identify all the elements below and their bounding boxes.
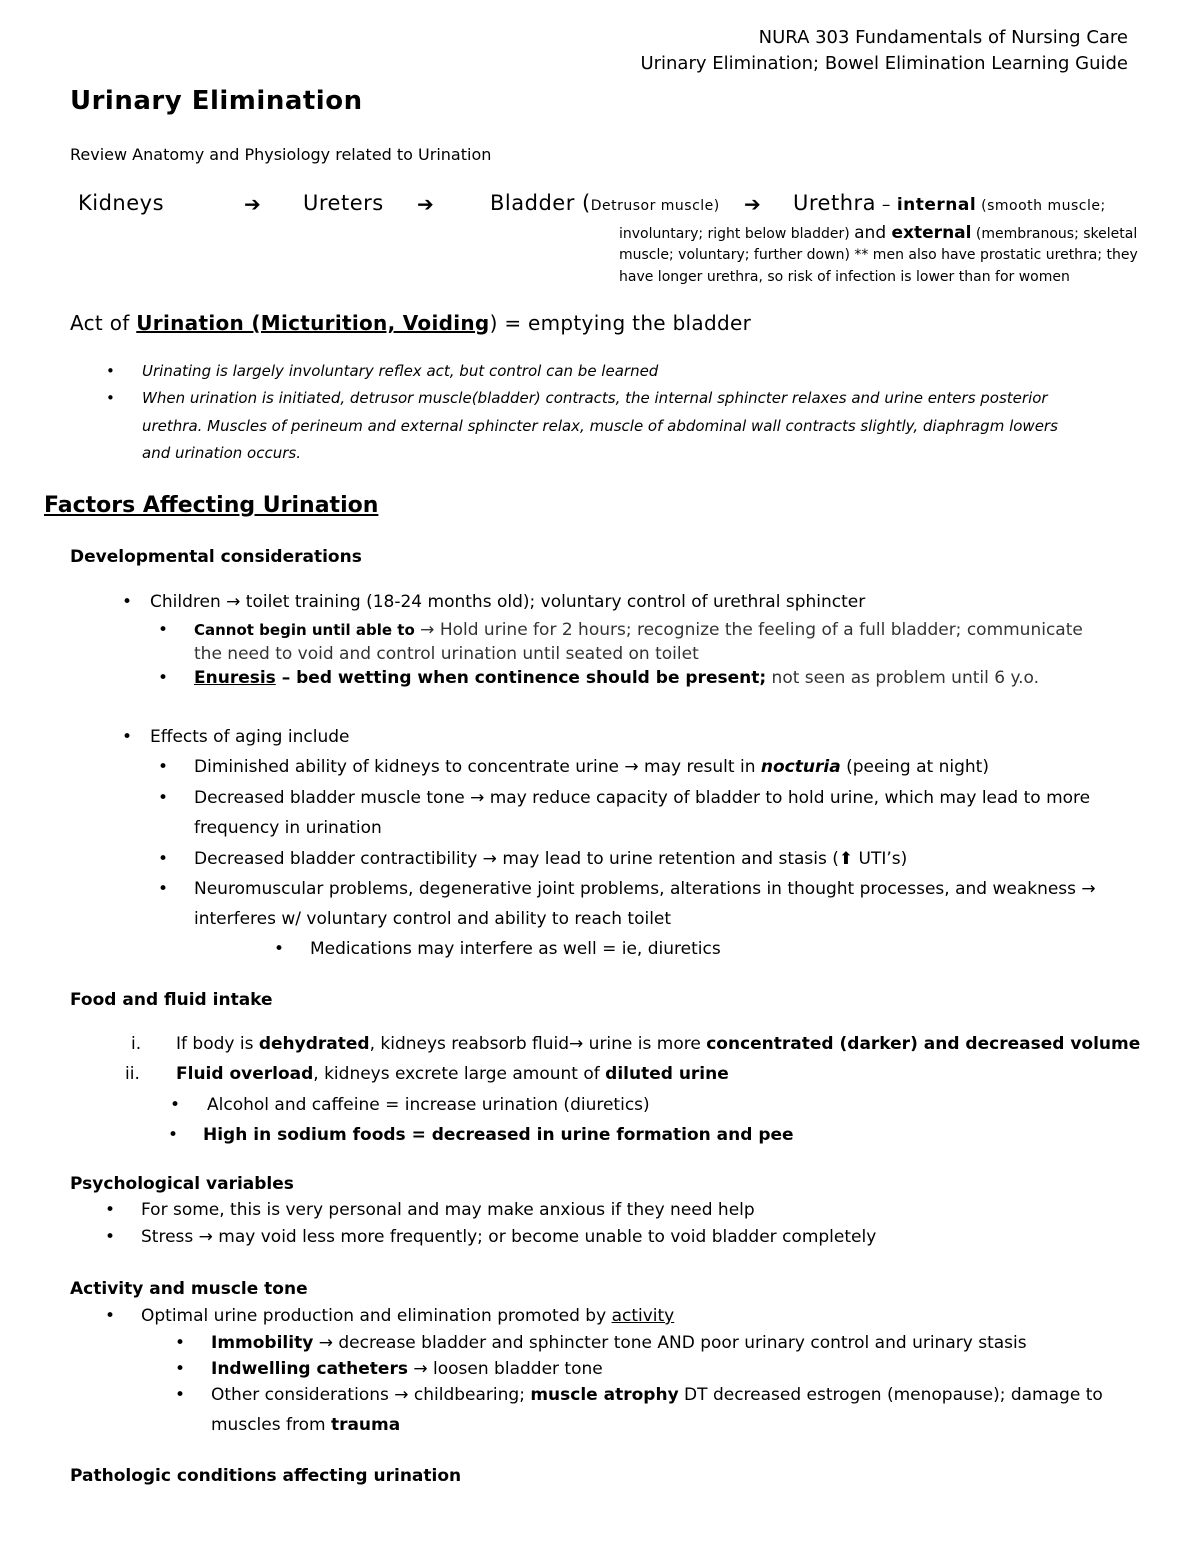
- arrow-right-icon: ➔: [417, 192, 434, 216]
- act-bullet-2-line3: and urination occurs.: [142, 444, 301, 462]
- immobility-term: Immobility: [211, 1333, 314, 1353]
- activity-sub-1: [211, 1333, 1027, 1353]
- note-text: involuntary; right below bladder): [619, 226, 855, 242]
- urethra-note-line2: muscle; voluntary; further down) ** men also have prostatic urethra; they: [619, 247, 1138, 263]
- food-i-num: i.: [131, 1034, 142, 1054]
- activity-text: DT decreased estrogen (menopause); damage to: [678, 1385, 1103, 1405]
- bullet-icon: •: [175, 1359, 186, 1379]
- food-sodium: High in sodium foods = decreased in urine formation and pee: [203, 1125, 794, 1145]
- act-prefix: Act of: [70, 311, 137, 335]
- dev-cannot-rest: → Hold urine for 2 hours; recognize the feeling of a full bladder; communicate: [414, 620, 1083, 640]
- bullet-icon: •: [158, 849, 169, 869]
- activity-sub-3: [211, 1385, 1103, 1405]
- activity-term: activity: [611, 1306, 675, 1326]
- food-item-ii: [176, 1064, 729, 1084]
- psych-bullet-2: Stress → may void less more frequently; or become unable to void bladder completely: [141, 1227, 877, 1247]
- bullet-icon: •: [175, 1385, 186, 1405]
- flow-urethra-label: Urethra: [793, 191, 877, 215]
- flow-internal: internal: [896, 195, 977, 215]
- flow-internal-note: (smooth muscle;: [976, 198, 1106, 214]
- act-bullet-2-line1: When urination is initiated, detrusor muscle(bladder) contracts, the internal sphincter relaxes and urine enters posterior: [142, 389, 1048, 407]
- bullet-icon: •: [106, 389, 115, 407]
- act-term: Urination (Micturition, Voiding: [136, 311, 490, 335]
- subheading-psych: Psychological variables: [70, 1174, 294, 1194]
- note-text: (membranous; skeletal: [971, 226, 1138, 242]
- aging-item-4-sub: Medications may interfere as well = ie, diuretics: [310, 939, 721, 959]
- bullet-icon: •: [122, 727, 133, 747]
- activity-text: muscles from: [211, 1415, 331, 1435]
- bullet-icon: •: [170, 1095, 181, 1115]
- flow-urethra: [793, 191, 1106, 215]
- activity-text: → loosen bladder tone: [407, 1359, 603, 1379]
- food-ii-num: ii.: [125, 1064, 140, 1084]
- urethra-note-line1: [619, 222, 1137, 246]
- bullet-icon: •: [106, 362, 115, 380]
- act-bullet-1: Urinating is largely involuntary reflex act, but control can be learned: [142, 362, 659, 380]
- flow-bladder-label: Bladder (: [490, 191, 591, 215]
- dev-enuresis: [194, 668, 1039, 688]
- atrophy-term: muscle atrophy: [530, 1385, 679, 1405]
- bullet-icon: •: [158, 668, 169, 688]
- note-and: and: [854, 223, 892, 243]
- bullet-icon: •: [158, 620, 169, 640]
- bullet-icon: •: [105, 1306, 116, 1326]
- dev-children: Children → toilet training (18-24 months old); voluntary control of urethral sphincter: [150, 592, 866, 612]
- aging-item-2-line1: Decreased bladder muscle tone → may reduce capacity of bladder to hold urine, which may lead to more: [194, 788, 1091, 808]
- food-text: , kidneys reabsorb fluid→ urine is more: [369, 1034, 707, 1054]
- aging-item-1: [194, 757, 989, 777]
- arrow-right-icon: ➔: [744, 192, 761, 216]
- urethra-note-line3: have longer urethra, so risk of infection is lower than for women: [619, 269, 1070, 285]
- dev-cannot-line1: [194, 620, 1083, 640]
- activity-sub-2: [211, 1359, 603, 1379]
- flow-bladder: [490, 191, 720, 215]
- bullet-icon: •: [168, 1125, 179, 1145]
- subheading-developmental: Developmental considerations: [70, 547, 362, 567]
- aging-item-3: Decreased bladder contractibility → may lead to urine retention and stasis (⬆ UTI’s): [194, 849, 908, 869]
- activity-bullet-1: [141, 1306, 674, 1326]
- activity-text: Other considerations → childbearing;: [211, 1385, 531, 1405]
- activity-sub-3-line2: [211, 1415, 400, 1435]
- aging-text: (peeing at night): [840, 757, 989, 777]
- catheters-term: Indwelling catheters: [211, 1359, 408, 1379]
- enuresis-note: not seen as problem until 6 y.o.: [766, 668, 1040, 688]
- bullet-icon: •: [175, 1333, 186, 1353]
- food-concentrated: concentrated (darker) and decreased volume: [706, 1034, 1141, 1054]
- bullet-icon: •: [158, 788, 169, 808]
- act-of-urination: [70, 311, 751, 335]
- psych-bullet-1: For some, this is very personal and may make anxious if they need help: [141, 1200, 755, 1220]
- dev-cannot-bold: Cannot begin until able to: [194, 621, 415, 639]
- bullet-icon: •: [158, 757, 169, 777]
- flow-detrusor: Detrusor muscle): [590, 198, 720, 214]
- flow-ureters: Ureters: [303, 191, 384, 215]
- bullet-icon: •: [105, 1227, 116, 1247]
- aging-item-4-line2: interferes w/ voluntary control and ability to reach toilet: [194, 909, 672, 929]
- act-bullet-2-line2: urethra. Muscles of perineum and external sphincter relax, muscle of abdominal wall contracts slightly, diaphragm lowers: [142, 417, 1058, 435]
- food-text: , kidneys excrete large amount of: [313, 1064, 606, 1084]
- nocturia-term: nocturia: [760, 757, 841, 777]
- enuresis-term: Enuresis: [194, 668, 276, 688]
- arrow-right-icon: ➔: [244, 192, 261, 216]
- trauma-term: trauma: [330, 1415, 401, 1435]
- doc-header-course: NURA 303 Fundamentals of Nursing Care: [758, 27, 1128, 48]
- dev-aging: Effects of aging include: [150, 727, 350, 747]
- flow-dash: –: [876, 195, 897, 215]
- bullet-icon: •: [274, 939, 285, 959]
- flow-kidneys: Kidneys: [78, 191, 165, 215]
- note-external: external: [891, 223, 972, 243]
- doc-header-guide: Urinary Elimination; Bowel Elimination Learning Guide: [640, 53, 1128, 74]
- bullet-icon: •: [158, 879, 169, 899]
- subheading-activity: Activity and muscle tone: [70, 1279, 308, 1299]
- food-alcohol: Alcohol and caffeine = increase urination (diuretics): [207, 1095, 650, 1115]
- food-diluted: diluted urine: [605, 1064, 729, 1084]
- section-heading-factors: Factors Affecting Urination: [44, 493, 379, 518]
- activity-text: → decrease bladder and sphincter tone AND poor urinary control and urinary stasis: [313, 1333, 1027, 1353]
- food-item-i: [176, 1034, 1140, 1054]
- subheading-food: Food and fluid intake: [70, 990, 273, 1010]
- aging-item-2-line2: frequency in urination: [194, 818, 382, 838]
- enuresis-def: – bed wetting when continence should be present;: [275, 668, 767, 688]
- aging-text: Diminished ability of kidneys to concentrate urine → may result in: [194, 757, 761, 777]
- act-suffix: ) = emptying the bladder: [489, 311, 752, 335]
- aging-item-4-line1: Neuromuscular problems, degenerative joint problems, alterations in thought processes, and weakness →: [194, 879, 1096, 899]
- activity-text: Optimal urine production and elimination promoted by: [141, 1306, 612, 1326]
- subheading-pathologic: Pathologic conditions affecting urination: [70, 1466, 462, 1486]
- food-dehydrated: dehydrated: [258, 1034, 370, 1054]
- bullet-icon: •: [105, 1200, 116, 1220]
- bullet-icon: •: [122, 592, 133, 612]
- page-title: Urinary Elimination: [70, 86, 363, 116]
- review-line: Review Anatomy and Physiology related to Urination: [70, 145, 492, 164]
- food-text: If body is: [176, 1034, 259, 1054]
- food-overload: Fluid overload: [176, 1064, 314, 1084]
- dev-cannot-line2: the need to void and control urination until seated on toilet: [194, 644, 699, 664]
